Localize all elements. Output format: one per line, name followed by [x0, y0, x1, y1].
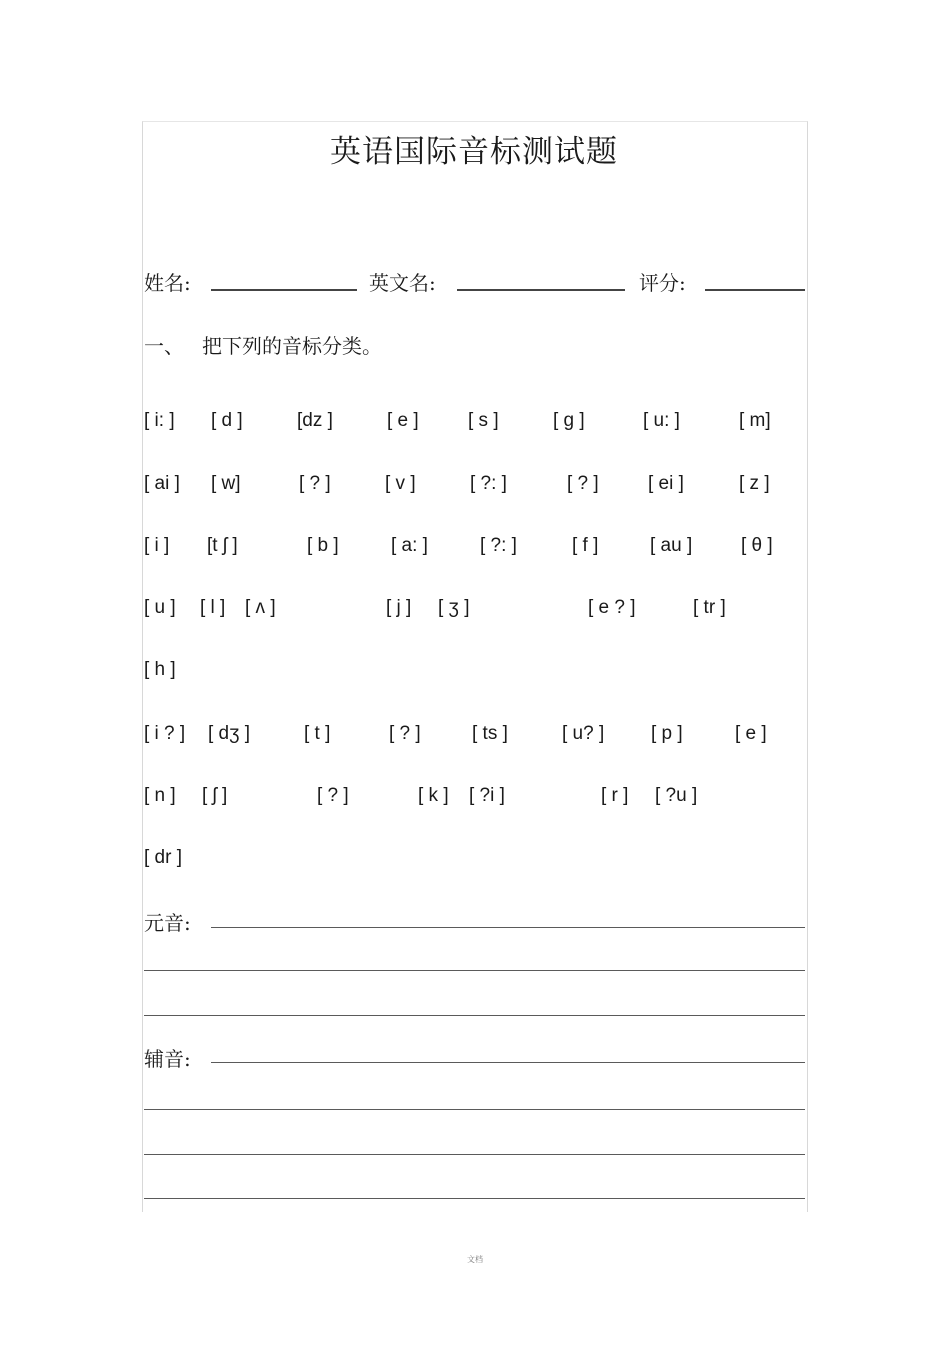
consonants-answer-line[interactable]: [144, 1109, 805, 1110]
phonetic-symbol: [ i ? ]: [144, 723, 186, 744]
name-blank[interactable]: [211, 289, 357, 291]
phonetic-symbol: [ e ]: [735, 723, 767, 744]
phonetic-symbol: [ f ]: [572, 535, 599, 556]
phonetic-symbol: [ ? ]: [299, 473, 331, 494]
phonetic-symbol: [dz ]: [297, 410, 333, 431]
vowels-answer-line[interactable]: [144, 1015, 805, 1016]
phonetic-symbol: [ a: ]: [391, 535, 428, 556]
phonetic-symbol: [ ʌ ]: [245, 597, 276, 618]
phonetic-symbol: [ k ]: [418, 785, 449, 806]
page-footer: 文档: [467, 1255, 483, 1264]
page-title: 英语国际音标测试题: [330, 134, 618, 170]
consonants-answer-line[interactable]: [144, 1198, 805, 1199]
phonetic-symbol: [ t ]: [304, 723, 331, 744]
english-name-label: 英文名:: [369, 271, 436, 295]
phonetic-symbol: [ i ]: [144, 535, 170, 556]
phonetic-symbol: [ ai ]: [144, 473, 180, 494]
phonetic-symbol: [ h ]: [144, 659, 176, 680]
phonetic-symbol: [ ʒ ]: [438, 597, 470, 618]
consonants-label: 辅音:: [144, 1047, 191, 1071]
phonetic-symbol: [ ? ]: [567, 473, 599, 494]
phonetic-symbol: [ d ]: [211, 410, 243, 431]
page-frame: [142, 121, 808, 1212]
phonetic-symbol: [ i: ]: [144, 410, 175, 431]
phonetic-symbol: [ n ]: [144, 785, 176, 806]
phonetic-symbol: [ v ]: [385, 473, 416, 494]
phonetic-symbol: [ m]: [739, 410, 771, 431]
phonetic-symbol: [ g ]: [553, 410, 585, 431]
phonetic-symbol: [ e ? ]: [588, 597, 636, 618]
section-number: 一、: [144, 334, 184, 358]
vowels-answer-line[interactable]: [144, 970, 805, 971]
consonants-answer-line[interactable]: [211, 1062, 805, 1063]
phonetic-symbol: [ l ]: [200, 597, 226, 618]
phonetic-symbol: [ ? ]: [389, 723, 421, 744]
phonetic-symbol: [ p ]: [651, 723, 683, 744]
phonetic-symbol: [ au ]: [650, 535, 693, 556]
phonetic-symbol: [ s ]: [468, 410, 499, 431]
phonetic-symbol: [ w]: [211, 473, 241, 494]
score-blank[interactable]: [705, 289, 805, 291]
vowels-answer-line[interactable]: [211, 927, 805, 928]
consonants-answer-line[interactable]: [144, 1154, 805, 1155]
phonetic-symbol: [ b ]: [307, 535, 339, 556]
phonetic-symbol: [ tr ]: [693, 597, 726, 618]
vowels-label: 元音:: [144, 911, 191, 935]
phonetic-symbol: [ z ]: [739, 473, 770, 494]
phonetic-symbol: [ u: ]: [643, 410, 680, 431]
phonetic-symbol: [ ? ]: [317, 785, 349, 806]
english-name-blank[interactable]: [457, 289, 625, 291]
phonetic-symbol: [ u ]: [144, 597, 176, 618]
phonetic-symbol: [ dʒ ]: [208, 723, 251, 744]
section-instruction: 把下列的音标分类。: [202, 334, 382, 358]
phonetic-symbol: [ e ]: [387, 410, 419, 431]
phonetic-symbol: [ dr ]: [144, 847, 183, 868]
phonetic-symbol: [ ei ]: [648, 473, 684, 494]
phonetic-symbol: [ u? ]: [562, 723, 605, 744]
name-label: 姓名:: [144, 271, 191, 295]
phonetic-symbol: [t ʃ ]: [207, 535, 238, 556]
phonetic-symbol: [ ?u ]: [655, 785, 698, 806]
phonetic-symbol: [ r ]: [601, 785, 629, 806]
score-label: 评分:: [639, 271, 686, 295]
phonetic-symbol: [ ʃ ]: [202, 785, 228, 806]
phonetic-symbol: [ θ ]: [741, 535, 773, 556]
phonetic-symbol: [ ts ]: [472, 723, 508, 744]
phonetic-symbol: [ ?: ]: [480, 535, 517, 556]
phonetic-symbol: [ j ]: [386, 597, 412, 618]
phonetic-symbol: [ ?i ]: [469, 785, 505, 806]
phonetic-symbol: [ ?: ]: [470, 473, 507, 494]
